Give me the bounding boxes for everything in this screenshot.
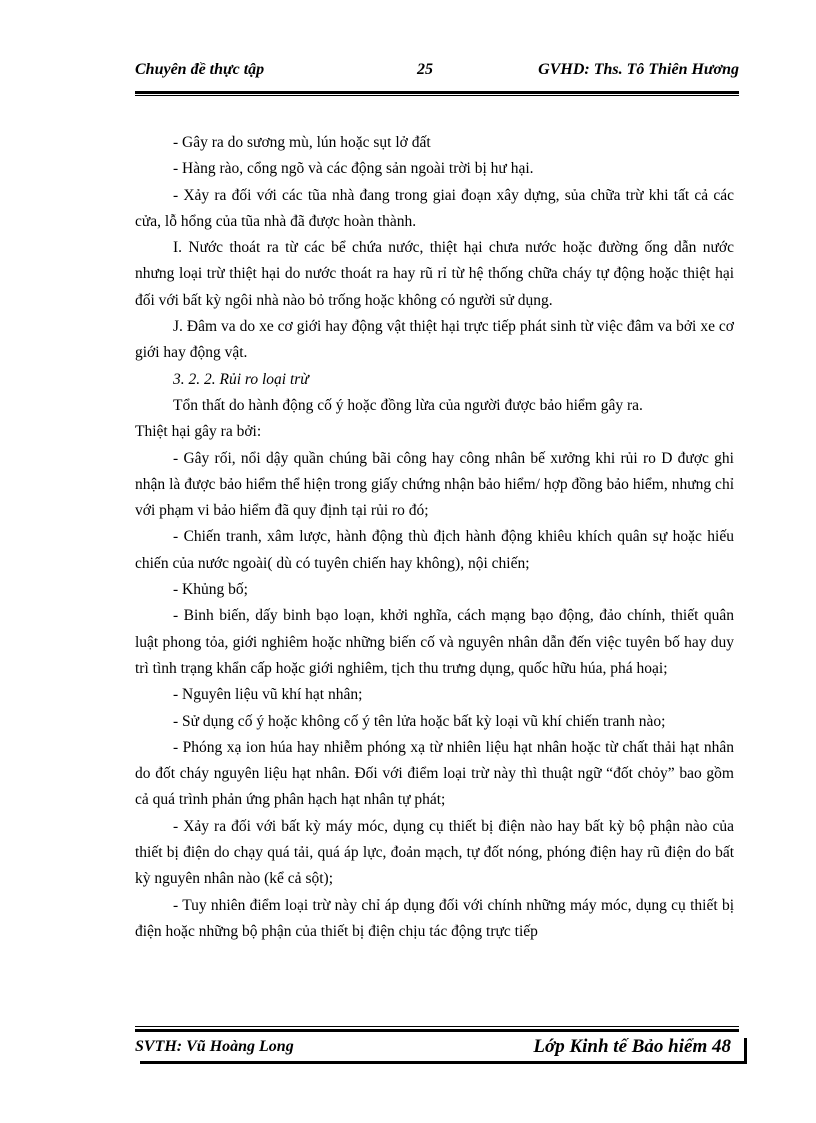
page-footer [135,1036,739,1060]
paragraph: Tổn thất do hành động cố ý hoặc đồng lừa của người được bảo hiểm gây ra. [173,396,643,414]
header-rule-thick [135,91,739,94]
footer-student: SVTH: Vũ Hoàng Long [135,1038,294,1055]
document-body [135,130,734,945]
paragraph: - Tuy nhiên điểm loại trừ này chỉ áp dụng đối với chính những máy móc, dụng cụ thiết bị điện hoặc những bộ phận của thiết bị điện chịu tác động trực tiếp [135,896,734,940]
paragraph: - Phóng xạ ion húa hay nhiễm phóng xạ từ nhiên liệu hạt nhân hoặc từ chất thải hạt nhân do đốt cháy nguyên liệu hạt nhân. Đối với điểm loại trừ này thì thuật ngữ “đốt chỏy” bao gồm cả quá trình phản ứng phân hạch hạt nhân tự phát; [135,738,734,809]
header-supervisor: GVHD: Ths. Tô Thiên Hương [538,61,739,78]
section-heading: 3. 2. 2. Rủi ro loại trừ [173,370,309,388]
paragraph: - Binh biến, dấy binh bạo loạn, khởi nghĩa, cách mạng bạo động, đảo chính, thiết quân luật phong tỏa, giới nghiêm hoặc những biến cố và nguyên nhân dẫn đến việc tuyên bố hay duy trì tình trạng khẩn cấp hoặc giới nghiêm, tịch thu trưng dụng, quốc hữu húa, phá hoại; [135,607,734,677]
footer-shadow-bottom [140,1061,747,1064]
paragraph: - Sử dụng cố ý hoặc không cố ý tên lửa hoặc bất kỳ loại vũ khí chiến tranh nào; [173,712,666,730]
header-report-title: Chuyên đề thực tập [135,61,265,78]
paragraph: - Gây rối, nổi dậy quần chúng bãi công hay công nhân bế xưởng khi rủi ro D được ghi nhận là được bảo hiểm thể hiện trong giấy chứng nhận bảo hiểm/ hợp đồng bảo hiểm, nhưng chỉ với phạm vi bảo hiểm đã quy định tại rủi ro đó; [135,449,734,520]
paragraph: - Hàng rào, cổng ngõ và các động sản ngoài trời bị hư hại. [173,160,534,178]
paragraph: - Chiến tranh, xâm lược, hành động thù địch hành động khiêu khích quân sự hoặc hiếu chiến của nước ngoài( dù có tuyên chiến hay không), nội chiến; [135,528,734,572]
footer-class: Lớp Kinh tế Bảo hiểm 48 [533,1036,731,1057]
paragraph: - Khủng bố; [173,581,248,599]
paragraph: - Xảy ra đối với các tũa nhà đang trong giai đoạn xây dựng, sủa chữa trừ khi tất cả các cửa, lỗ hổng của tũa nhà đã được hoàn thành. [135,186,734,230]
paragraph: - Gây ra do sương mù, lún hoặc sụt lở đất [173,134,431,151]
paragraph: - Nguyên liệu vũ khí hạt nhân; [173,686,363,704]
page-number: 25 [417,61,433,78]
paragraph: Thiệt hại gây ra bởi: [135,423,262,441]
paragraph: I. Nước thoát ra từ các bể chứa nước, thiệt hại chưa nước hoặc đường ống dẫn nước nhưng loại trừ thiệt hại do nước thoát ra hay rũ rỉ từ hệ thống chữa cháy tự động hoặc thiệt hại đối với bất kỳ ngôi nhà nào bỏ trống hoặc không có người sử dụng. [135,239,734,309]
footer-rule-thick [135,1029,739,1032]
footer-rule-thin [135,1026,739,1027]
paragraph: - Xảy ra đối với bất kỳ máy móc, dụng cụ thiết bị điện nào hay bất kỳ bộ phận nào của thiết bị điện do chạy quá tải, quá áp lực, đoản mạch, tự đốt nóng, phóng điện hay rũ điện do bất kỳ nguyên nhân nào (kể cả sột); [135,817,734,888]
paragraph: J. Đâm va do xe cơ giới hay động vật thiệt hại trực tiếp phát sinh từ việc đâm va bởi xe cơ giới hay động vật. [135,318,734,362]
header-rule-thin [135,95,739,96]
page-header [135,58,739,84]
